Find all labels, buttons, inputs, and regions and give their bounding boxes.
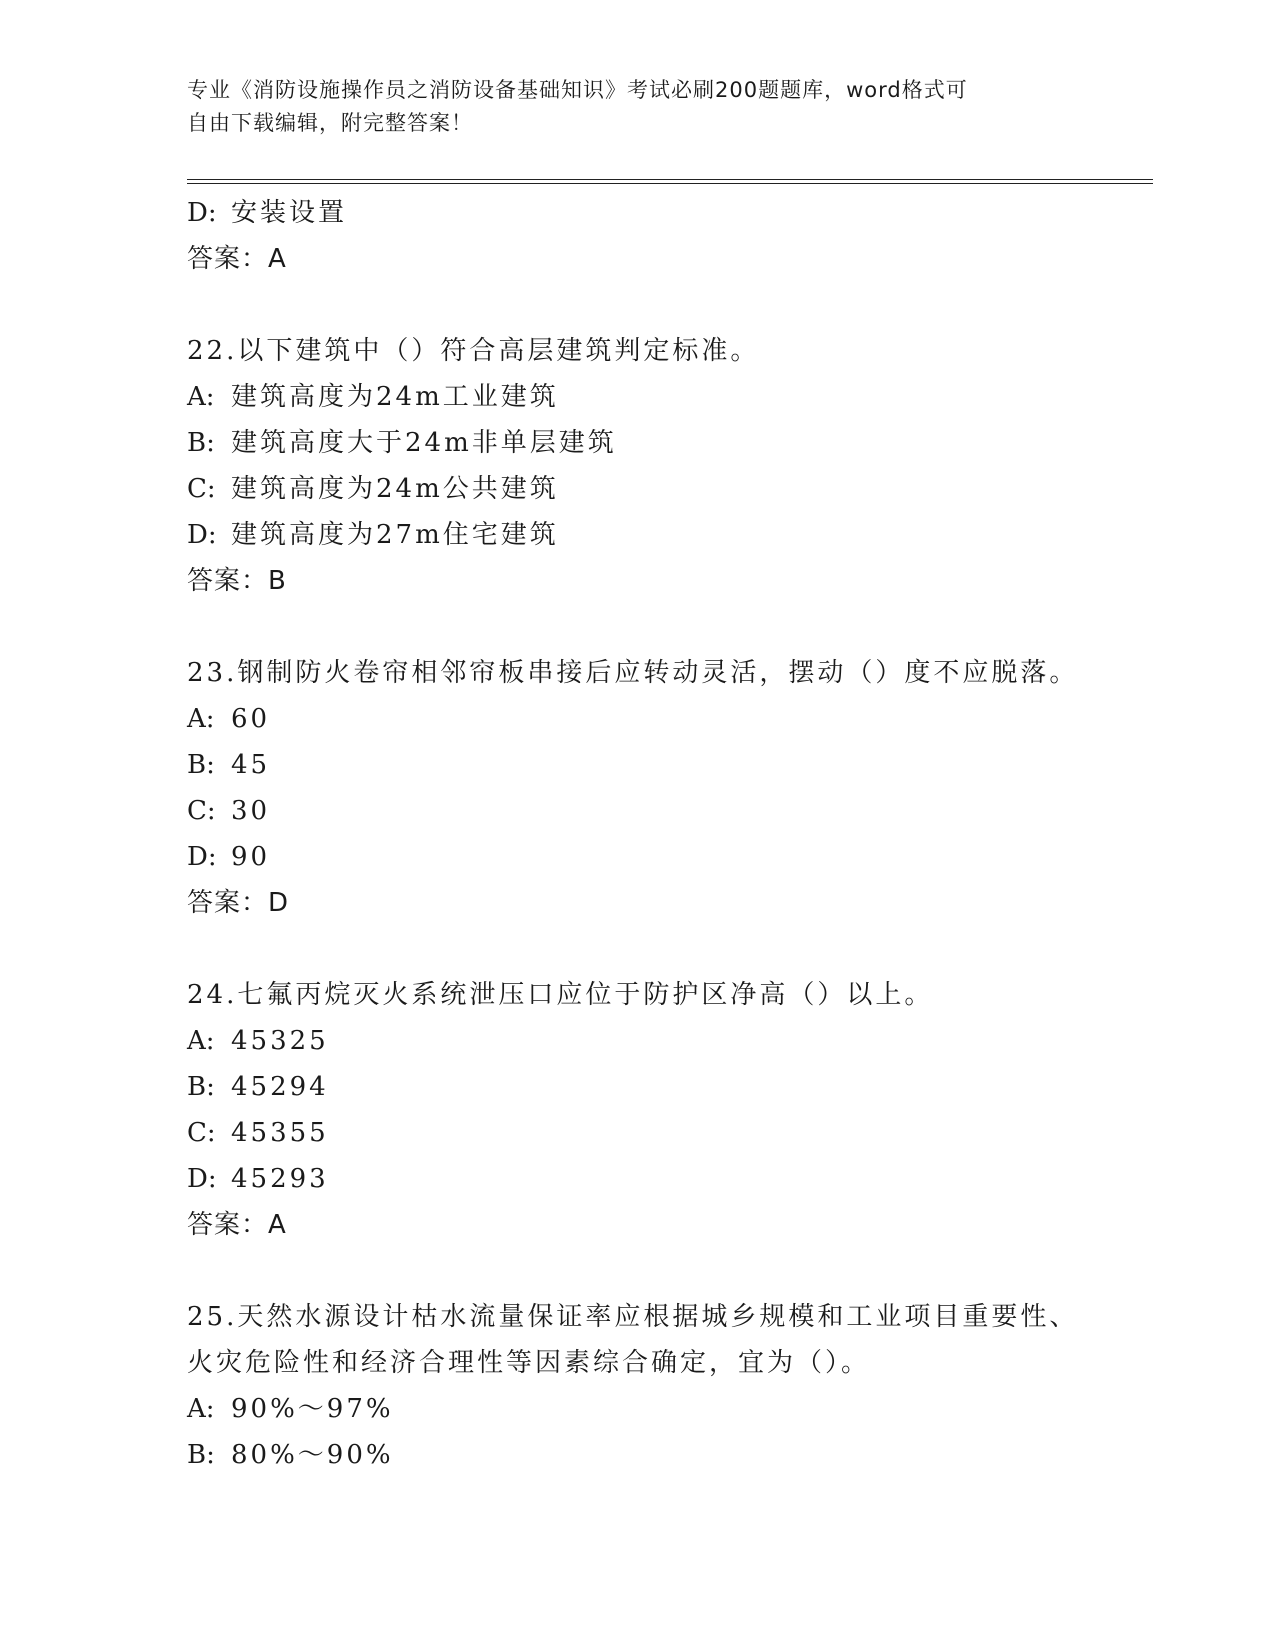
option-text: 建筑高度为24m公共建筑 <box>231 474 559 504</box>
option-c <box>187 788 1087 834</box>
spacer <box>187 1248 1087 1294</box>
header-line-1: 专业《消防设施操作员之消防设备基础知识》考试必刷200题题库，word格式可 <box>187 78 968 102</box>
spacer <box>187 282 1087 328</box>
option-text: 90%～97% <box>231 1394 394 1424</box>
option-label: A: <box>187 1026 215 1056</box>
option-label: D: <box>187 520 217 550</box>
option-label: A: <box>187 382 215 412</box>
option-text: 建筑高度为27m住宅建筑 <box>231 520 559 550</box>
question-text: 23.钢制防火卷帘相邻帘板串接后应转动灵活，摆动（）度不应脱落。 <box>187 658 1079 688</box>
option-c <box>187 1110 1087 1156</box>
answer-line: 答案：A <box>187 244 287 274</box>
option-text: 45293 <box>231 1164 329 1194</box>
option-text: 45355 <box>231 1118 329 1148</box>
document-header <box>187 74 1077 140</box>
header-divider-top <box>187 179 1153 180</box>
option-label: B: <box>187 750 215 780</box>
question-text-line-1: 25.天然水源设计枯水流量保证率应根据城乡规模和工业项目重要性、 <box>187 1302 1079 1332</box>
option-text: 建筑高度大于24m非单层建筑 <box>231 428 617 458</box>
answer-line: 答案：D <box>187 888 290 918</box>
header-divider-bottom <box>187 183 1153 184</box>
question-text-line-2: 火灾危险性和经济合理性等因素综合确定，宜为（）。 <box>187 1348 871 1378</box>
option-b <box>187 420 1087 466</box>
option-c <box>187 466 1087 512</box>
option-label: C: <box>187 474 216 504</box>
option-d <box>187 834 1087 880</box>
option-b <box>187 1064 1087 1110</box>
option-label: B: <box>187 1440 215 1470</box>
option-text: 90 <box>231 842 271 872</box>
answer-line: 答案：A <box>187 1210 287 1240</box>
option-text: 60 <box>231 704 271 734</box>
option-label: C: <box>187 796 216 826</box>
option-d <box>187 1156 1087 1202</box>
spacer <box>187 926 1087 972</box>
option-text: 45 <box>231 750 271 780</box>
option-label: D: <box>187 842 217 872</box>
option-d <box>187 190 1087 236</box>
option-b <box>187 1432 1087 1478</box>
option-text: 45294 <box>231 1072 329 1102</box>
option-label: B: <box>187 428 215 458</box>
question-text: 22.以下建筑中（）符合高层建筑判定标准。 <box>187 336 760 366</box>
option-label: D: <box>187 1164 217 1194</box>
option-text: 建筑高度为24m工业建筑 <box>231 382 559 412</box>
question-text: 24.七氟丙烷灭火系统泄压口应位于防护区净高（）以上。 <box>187 980 934 1010</box>
option-b <box>187 742 1087 788</box>
option-a <box>187 374 1087 420</box>
option-text: 30 <box>231 796 271 826</box>
option-label: A: <box>187 704 215 734</box>
option-d <box>187 512 1087 558</box>
option-text: 安装设置 <box>231 198 348 228</box>
header-line-2: 自由下载编辑，附完整答案！ <box>187 111 473 135</box>
option-label: D: <box>187 198 217 228</box>
option-text: 80%～90% <box>231 1440 394 1470</box>
option-a <box>187 1386 1087 1432</box>
option-a <box>187 1018 1087 1064</box>
answer-line: 答案：B <box>187 566 287 596</box>
option-text: 45325 <box>231 1026 329 1056</box>
question-list <box>187 190 1087 1478</box>
option-label: B: <box>187 1072 215 1102</box>
option-label: A: <box>187 1394 215 1424</box>
option-label: C: <box>187 1118 216 1148</box>
option-a <box>187 696 1087 742</box>
spacer <box>187 604 1087 650</box>
